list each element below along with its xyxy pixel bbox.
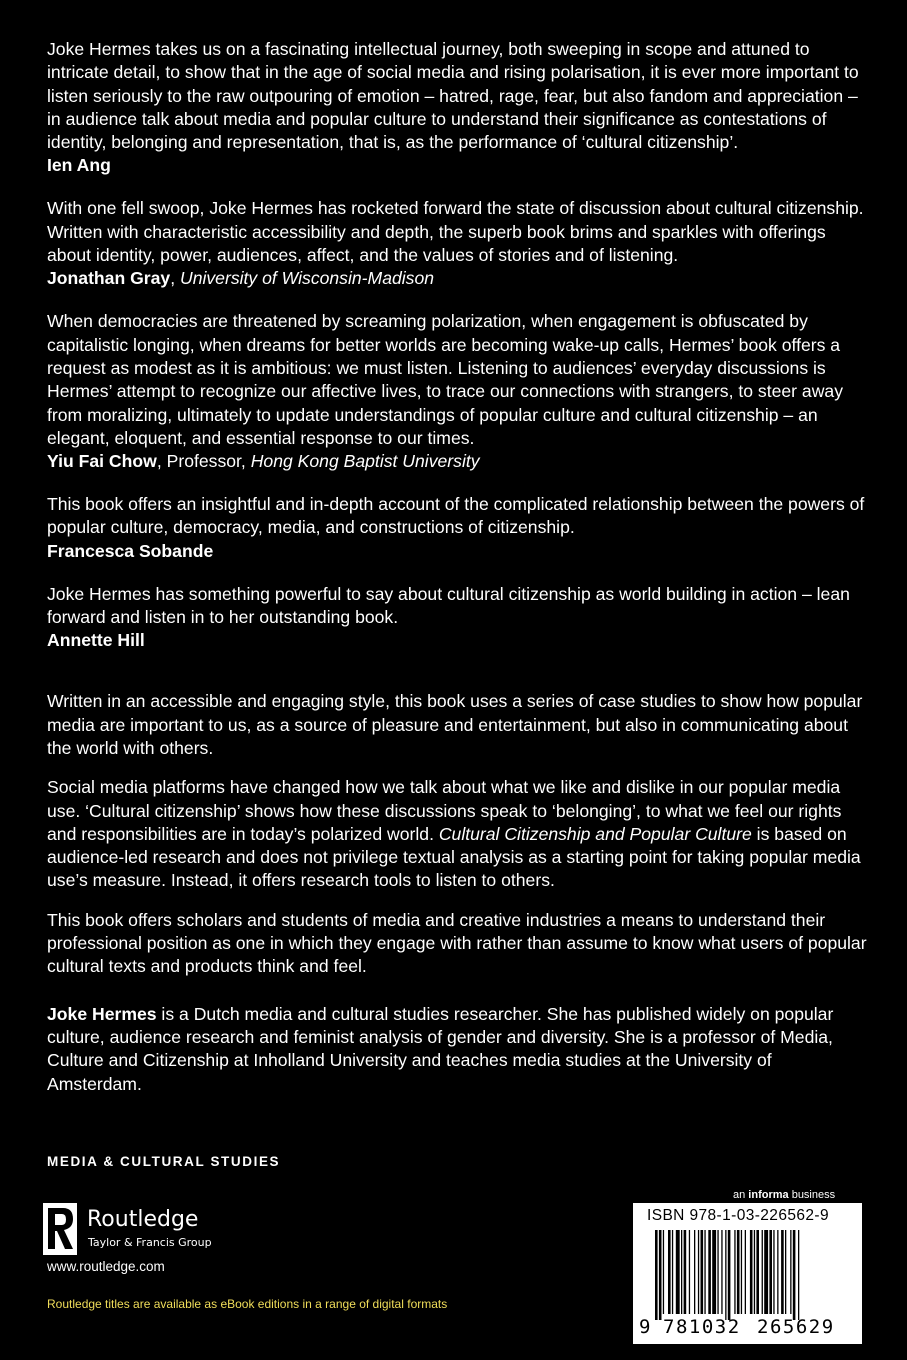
author-bio-text: is a Dutch media and cultural studies researcher. She has published widely on popular culture, audience research and feminist analysis of gender and diversity. She is a professor of Media, Culture and Citizenship at Inholland University and teaches media studies at the University of Amsterdam.	[47, 1003, 834, 1094]
barcode-bar	[663, 1230, 664, 1314]
endorsement-quote: When democracies are threatened by screaming polarization, when engagement is obfuscated by capitalistic longing, when dreams for better worlds are becoming wake-up calls, Hermes’ book offers a request as modest as it is ambitious: we must listen. Listening to audiences’ everyday discussions is Hermes’ attempt to recognize our affective lives, to trace our connections with strangers, to steer away from moralizing, ultimately to update understandings of popular culture and cultural citizenship – an elegant, eloquent, and essential response to our times.	[47, 311, 843, 448]
description-paragraph: This book offers scholars and students of media and creative industries a means to understand their professional position as one in which they engage with rather than assume to know what users of popular cultural texts and products think and feel.	[47, 909, 867, 977]
barcode-bar	[741, 1230, 742, 1314]
informa-prefix: an	[733, 1189, 749, 1201]
barcode-bar	[708, 1230, 711, 1314]
barcode-bar	[785, 1230, 786, 1314]
barcode-icon	[655, 1230, 843, 1320]
barcode-bar	[745, 1230, 746, 1314]
barcode-bar	[777, 1230, 778, 1314]
endorsement-attribution	[47, 540, 867, 563]
barcode-bar	[694, 1230, 695, 1314]
description-paragraph: Written in an accessible and engaging style, this book uses a series of case studies to show how popular media are important to us, as a source of pleasure and entertainment, but also in communicating about the world with others.	[47, 691, 863, 758]
barcode-bar	[698, 1230, 699, 1314]
barcode-bar	[668, 1230, 671, 1314]
barcode-bar	[659, 1230, 662, 1320]
informa-suffix: business	[788, 1189, 836, 1201]
ebook-note: Routledge titles are available as eBook editions in a range of digital formats	[47, 1297, 448, 1311]
barcode-bar	[725, 1230, 726, 1320]
endorser-name: Ien Ang	[47, 155, 111, 176]
barcode-bar	[790, 1230, 791, 1314]
barcode-bar	[676, 1230, 680, 1314]
barcode-bar	[754, 1230, 755, 1314]
description-text: is based on audience-led research and does not privilege textual analysis as a starting point for taking popular media use’s measure. Instead, it offers research tools to listen to others.	[47, 823, 861, 891]
publisher-group: Taylor & Francis Group	[88, 1236, 212, 1249]
description-text: Social media platforms have changed how we talk about what we like and dislike in our popular media use. ‘Cultural citizenship’ shows how these discussions speak to ‘belonging’, to what we feel our rights and responsibilities are in today’s polarized world.	[47, 777, 842, 844]
endorsement-quote: This book offers an insightful and in-depth account of the complicated relationship between the powers of popular culture, democracy, media, and constructions of citizenship.	[47, 494, 865, 538]
endorser-name: Annette Hill	[47, 630, 145, 651]
barcode-bar	[762, 1230, 763, 1314]
endorser-name: Francesca Sobande	[47, 540, 214, 561]
series-label: MEDIA & CULTURAL STUDIES	[47, 1154, 281, 1169]
barcode-left-digits: 781032	[663, 1316, 741, 1338]
endorser-title: Professor	[166, 451, 241, 472]
informa-word: informa	[748, 1189, 789, 1201]
book-title: Cultural Citizenship and Popular Culture	[438, 823, 752, 844]
barcode-bar	[721, 1230, 722, 1314]
barcode-bar	[773, 1230, 774, 1314]
barcode-digits	[633, 1316, 862, 1340]
endorser-affiliation: University of Wisconsin-Madison	[179, 268, 435, 289]
barcode-bar	[689, 1230, 690, 1314]
barcode-bar	[704, 1230, 705, 1314]
endorsement-attribution	[47, 629, 867, 652]
barcode-bar	[750, 1230, 753, 1314]
publisher-website[interactable]: www.routledge.com	[47, 1259, 165, 1274]
barcode-panel	[633, 1203, 862, 1344]
endorsement-quote: Joke Hermes takes us on a fascinating intellectual journey, both sweeping in scope and attuned to intricate detail, to show that in the age of social media and rising polarisation, it is ever more important to listen seriously to the raw outpouring of emotion – hatred, rage, fear, but also fandom and appreciation – in audience talk about media and popular culture to understand their significance as contestations of identity, belonging and representation, that is, as the performance of ‘cultural citizenship’.	[47, 39, 859, 153]
back-cover-text	[47, 38, 867, 1096]
barcode-bar	[681, 1230, 682, 1314]
informa-tagline	[733, 1189, 835, 1201]
author-name: Joke Hermes	[47, 1003, 157, 1024]
endorser-name: Yiu Fai Chow	[47, 451, 157, 472]
endorsement-attribution: Yiu Fai Chow, Professor, Hong Kong Baptist University	[47, 451, 480, 472]
endorser-affiliation: Hong Kong Baptist University	[250, 451, 480, 472]
barcode-bar	[793, 1230, 796, 1320]
barcode-bar	[764, 1230, 768, 1314]
publisher-logo	[43, 1203, 253, 1255]
barcode-bar	[701, 1230, 704, 1314]
barcode-bar	[756, 1230, 759, 1314]
isbn-label: ISBN 978-1-03-226562-9	[647, 1207, 829, 1224]
publisher-name: Routledge	[87, 1207, 199, 1232]
barcode-bar	[717, 1230, 718, 1314]
barcode-bar	[728, 1230, 731, 1320]
description-paragraph	[47, 776, 867, 892]
barcode-bar	[734, 1230, 735, 1314]
routledge-logo-icon	[43, 1203, 77, 1255]
barcode-lead-digit: 9	[639, 1316, 651, 1338]
barcode-bar	[655, 1230, 658, 1320]
author-bio	[47, 1003, 867, 1096]
barcode-bar	[684, 1230, 687, 1314]
endorsement-attribution	[47, 154, 867, 177]
barcode-bar	[781, 1230, 784, 1314]
endorsement-attribution: Jonathan Gray, University of Wisconsin-Madison	[47, 268, 435, 289]
barcode-bar	[712, 1230, 716, 1314]
barcode-bar	[798, 1230, 799, 1320]
barcode-bar	[672, 1230, 673, 1314]
barcode-right-digits: 265629	[757, 1316, 835, 1338]
barcode-bar	[737, 1230, 740, 1314]
endorsement-quote: With one fell swoop, Joke Hermes has rocketed forward the state of discussion about cultural citizenship. Written with characteristic accessibility and depth, the superb book brims and sparkles with offerings about identity, power, audiences, affect, and the values of stories and of listening.	[47, 198, 864, 266]
endorser-name: Jonathan Gray	[47, 268, 171, 289]
barcode-bar	[769, 1230, 772, 1314]
endorsement-quote: Joke Hermes has something powerful to say about cultural citizenship as world building in action – lean forward and listen in to her outstanding book.	[47, 583, 850, 628]
